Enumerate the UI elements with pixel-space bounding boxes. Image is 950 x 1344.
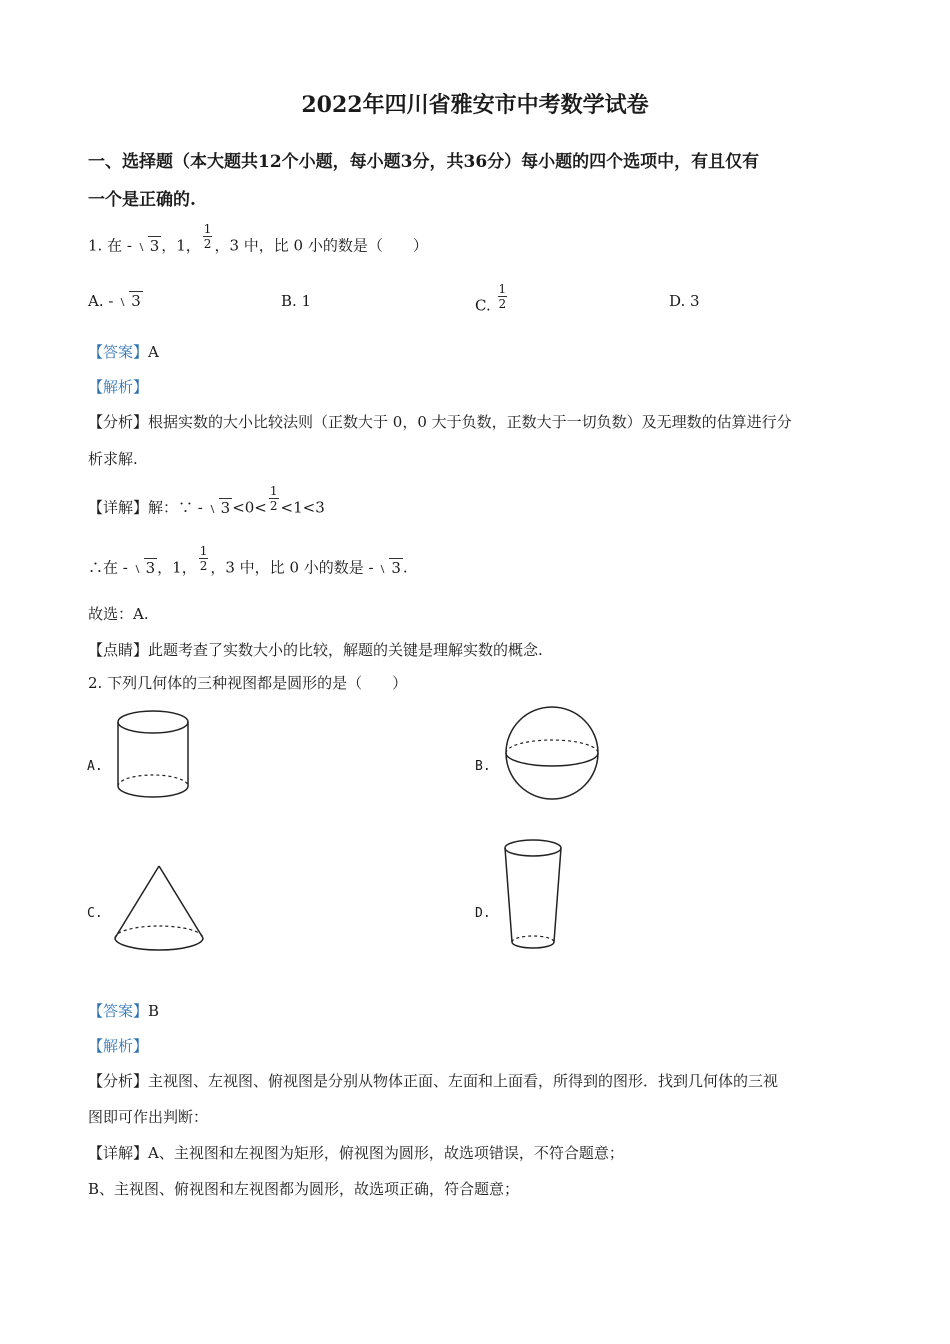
sqrt-symbol: [378, 559, 403, 577]
fraction-numerator: 1: [199, 544, 208, 558]
q1-choose: 故选：A.: [88, 605, 149, 623]
answer-tag: 【答案】: [88, 343, 149, 361]
q2-fenxi-line2: 图即可作出判断：: [88, 1108, 209, 1126]
fraction-denominator: 2: [203, 237, 212, 251]
fraction-denominator: 2: [498, 297, 507, 311]
answer-value: B: [148, 1002, 160, 1020]
sqrt-symbol: [133, 559, 158, 577]
sqrt-radicand: 3: [391, 558, 401, 577]
sqrt-radicand: 3: [131, 292, 141, 310]
fraction: [269, 484, 279, 513]
option-a-label: A. -: [88, 292, 114, 310]
q1-stem-text-c: ，3 中，比 0 小的数是（ ）: [214, 236, 428, 255]
answer-tag: 【答案】: [88, 1002, 149, 1020]
q1-stem-text-a: 1. 在 -: [88, 236, 132, 255]
fraction-numerator: 1: [203, 222, 212, 236]
fenxi-text: 主视图、左视图、俯视图是分别从物体正面、左面和上面看，所得到的图形．找到几何体的三视: [148, 1072, 779, 1090]
detail-tag: 【详解】: [88, 1144, 149, 1162]
q1-therefore: [88, 544, 408, 583]
q2-detail-line2: B、主视图、俯视图和左视图都为圆形，故选项正确，符合题意；: [88, 1180, 520, 1198]
cylinder-figure: [112, 706, 194, 802]
fraction: [199, 544, 209, 573]
q1-option-b[interactable]: B. 1: [281, 292, 312, 310]
therefore-text-b: ，1，: [157, 558, 197, 577]
q1-dianjing: [88, 639, 543, 660]
page-title: 2022年四川省雅安市中考数学试卷: [301, 92, 649, 118]
cone-figure: [110, 862, 208, 956]
q2-option-d-label[interactable]: D.: [475, 906, 491, 921]
fraction-numerator: 1: [269, 484, 278, 498]
q1-stem: [88, 222, 428, 261]
sqrt-radicand: 3: [149, 236, 160, 255]
q1-analysis-tag: 【解析】: [88, 378, 149, 396]
q2-fenxi-line1: [88, 1070, 778, 1091]
therefore-text-a: ∴在 -: [88, 558, 128, 577]
sqrt-radicand: 3: [220, 498, 231, 517]
q2-option-a-label[interactable]: A.: [87, 759, 103, 774]
dianjing-text: 此题考查了实数大小的比较，解题的关键是理解实数的概念.: [148, 641, 543, 659]
therefore-text-c: ，3 中，比 0 小的数是 -: [210, 558, 374, 577]
detail-tag: 【详解】: [88, 498, 149, 517]
q1-stem-text-b: ，1，: [161, 236, 201, 255]
fenxi-tag: 【分析】: [88, 1072, 149, 1090]
option-c-label: C.: [475, 296, 491, 315]
detail-text-b: <0<: [232, 498, 267, 517]
q1-fenxi-line2: 析求解.: [88, 450, 138, 468]
detail-text-a: 解：∵ -: [148, 498, 203, 517]
q2-option-c-label[interactable]: C.: [87, 906, 103, 921]
section-heading-line2: 一个是正确的.: [88, 190, 196, 210]
answer-value: A: [148, 343, 159, 361]
detail-text-c: <1<3: [280, 498, 325, 517]
q1-option-a[interactable]: [88, 292, 143, 310]
therefore-end: .: [402, 558, 408, 577]
fraction-numerator: 1: [498, 282, 507, 296]
cup-figure: [500, 836, 566, 958]
fenxi-text: 根据实数的大小比较法则（正数大于 0，0 大于负数，正数大于一切负数）及无理数的估算进行分: [148, 413, 792, 431]
dianjing-tag: 【点睛】: [88, 641, 149, 659]
q1-answer: [88, 341, 159, 362]
section-heading-line1: 一、选择题（本大题共12个小题，每小题3分，共36分）每小题的四个选项中，有且仅有: [88, 152, 760, 172]
q2-answer: [88, 1000, 159, 1021]
fraction: [498, 282, 508, 311]
fraction-denominator: 2: [269, 499, 278, 513]
q2-option-b-label[interactable]: B.: [475, 759, 491, 774]
fraction-denominator: 2: [199, 559, 208, 573]
sqrt-symbol: [208, 499, 233, 517]
q2-analysis-tag: 【解析】: [88, 1037, 149, 1055]
fraction: [203, 222, 213, 251]
fenxi-tag: 【分析】: [88, 413, 149, 431]
sqrt-symbol: [137, 237, 162, 255]
sqrt-radicand: 3: [145, 558, 156, 577]
q1-fenxi-line1: [88, 411, 792, 432]
q1-detail: [88, 484, 325, 523]
q1-option-c[interactable]: [475, 282, 509, 321]
q2-detail-line1: [88, 1142, 624, 1163]
q1-option-d[interactable]: D. 3: [669, 292, 700, 310]
q2-stem: 2. 下列几何体的三种视图都是圆形的是（ ）: [88, 674, 408, 692]
sphere-figure: [500, 704, 604, 804]
sqrt-symbol: [118, 292, 143, 310]
detail-text: A、主视图和左视图为矩形，俯视图为圆形，故选项错误，不符合题意；: [148, 1144, 624, 1162]
